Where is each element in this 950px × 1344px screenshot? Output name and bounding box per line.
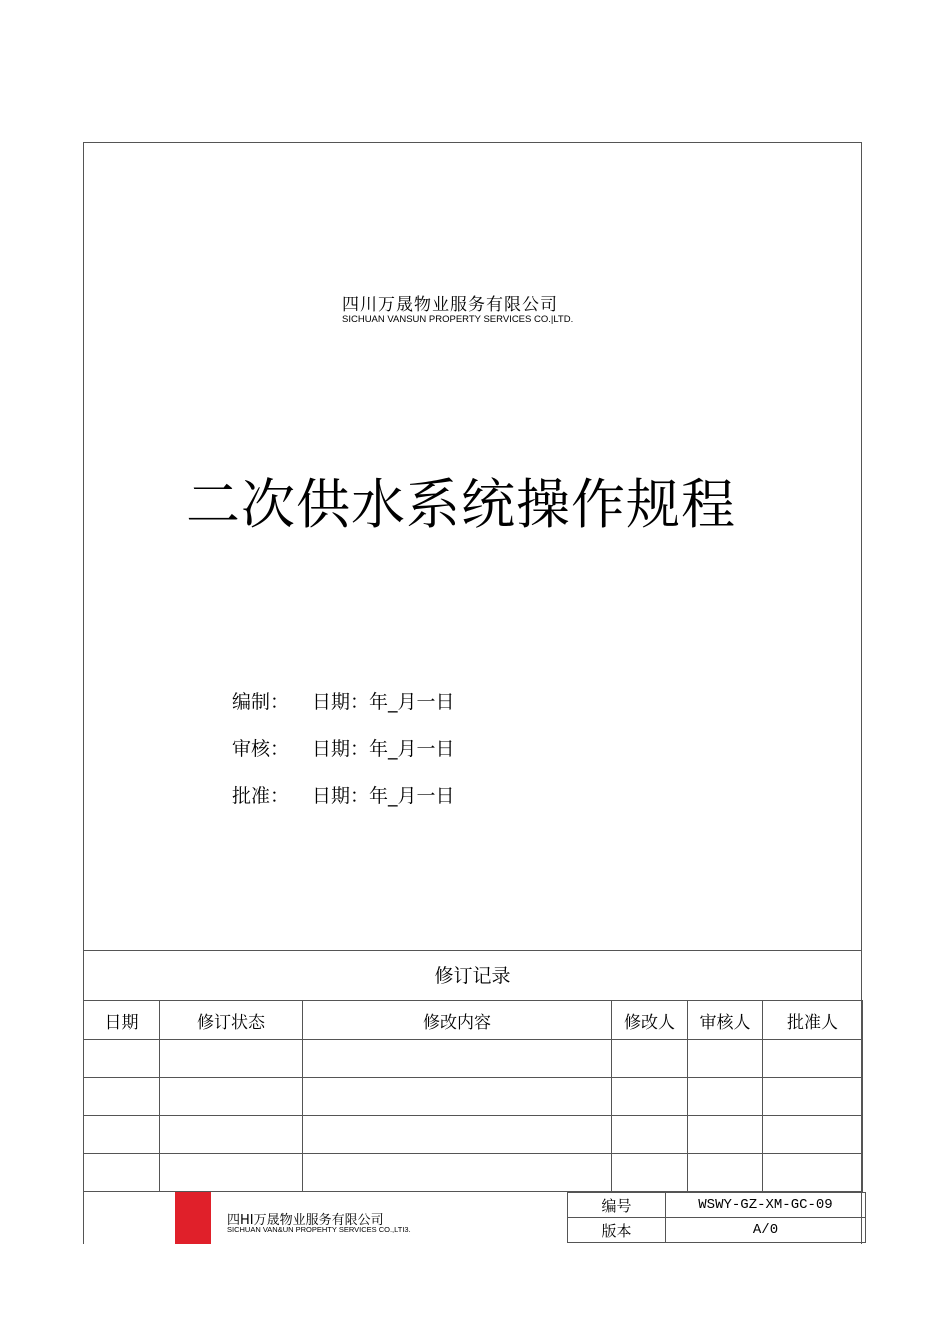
signature-line-review	[232, 734, 455, 761]
header-content: 修改内容	[303, 1001, 612, 1040]
table-cell	[763, 1116, 863, 1154]
table-cell	[160, 1040, 303, 1078]
table-cell	[688, 1040, 763, 1078]
table-cell	[612, 1040, 688, 1078]
code-label: 编号	[568, 1193, 666, 1218]
table-cell	[763, 1040, 863, 1078]
table-cell	[688, 1116, 763, 1154]
table-cell	[612, 1078, 688, 1116]
revision-title-row	[83, 950, 862, 1000]
table-cell	[303, 1078, 612, 1116]
company-name-cn: 四川万晟物业服务有限公司	[342, 295, 558, 315]
table-row	[84, 1040, 863, 1078]
table-cell	[303, 1040, 612, 1078]
signature-line-approve	[232, 781, 455, 808]
company-name-en: SICHUAN VANSUN PROPERTY SERVICES CO.|LTD.	[342, 314, 574, 325]
table-row	[84, 1078, 863, 1116]
signature-date: 日期：年_月一日	[312, 691, 455, 713]
version-value: A/0	[666, 1218, 866, 1243]
header-approver: 批准人	[763, 1001, 863, 1040]
table-cell	[303, 1154, 612, 1192]
revision-table	[83, 1000, 863, 1192]
header-reviewer: 审核人	[688, 1001, 763, 1040]
meta-row-code	[568, 1193, 866, 1218]
signature-role: 审核：	[232, 738, 290, 760]
table-cell	[160, 1116, 303, 1154]
table-row	[84, 1116, 863, 1154]
table-row	[84, 1154, 863, 1192]
table-cell	[612, 1154, 688, 1192]
table-cell	[160, 1078, 303, 1116]
table-cell	[688, 1154, 763, 1192]
revision-header-row	[84, 1001, 863, 1040]
table-cell	[763, 1078, 863, 1116]
footer-company-name-en: SICHUAN VAN&UN PROPEHTY SERVICES CO.,LTI3.	[227, 1225, 411, 1234]
version-label: 版本	[568, 1218, 666, 1243]
signature-role: 批准：	[232, 785, 290, 807]
table-cell	[84, 1154, 160, 1192]
table-cell	[303, 1116, 612, 1154]
page-footer	[83, 1192, 862, 1244]
footer-company-name-cn: 四HI万晟物业服务有限公司	[227, 1213, 384, 1228]
table-cell	[84, 1040, 160, 1078]
header-modifier: 修改人	[612, 1001, 688, 1040]
document-meta-table	[567, 1192, 866, 1243]
signature-role: 编制：	[232, 691, 290, 713]
signature-line-compile	[232, 687, 455, 714]
signature-date: 日期：年_月一日	[312, 738, 455, 760]
table-cell	[84, 1078, 160, 1116]
company-logo-icon	[175, 1192, 211, 1244]
table-cell	[612, 1116, 688, 1154]
table-cell	[688, 1078, 763, 1116]
revision-title: 修订记录	[434, 965, 511, 987]
header-date: 日期	[84, 1001, 160, 1040]
table-cell	[763, 1154, 863, 1192]
header-status: 修订状态	[160, 1001, 303, 1040]
table-cell	[160, 1154, 303, 1192]
signature-date: 日期：年_月一日	[312, 785, 455, 807]
meta-row-version	[568, 1218, 866, 1243]
code-value: WSWY-GZ-XM-GC-09	[666, 1193, 866, 1218]
document-title: 二次供水系统操作规程	[186, 473, 736, 536]
table-cell	[84, 1116, 160, 1154]
